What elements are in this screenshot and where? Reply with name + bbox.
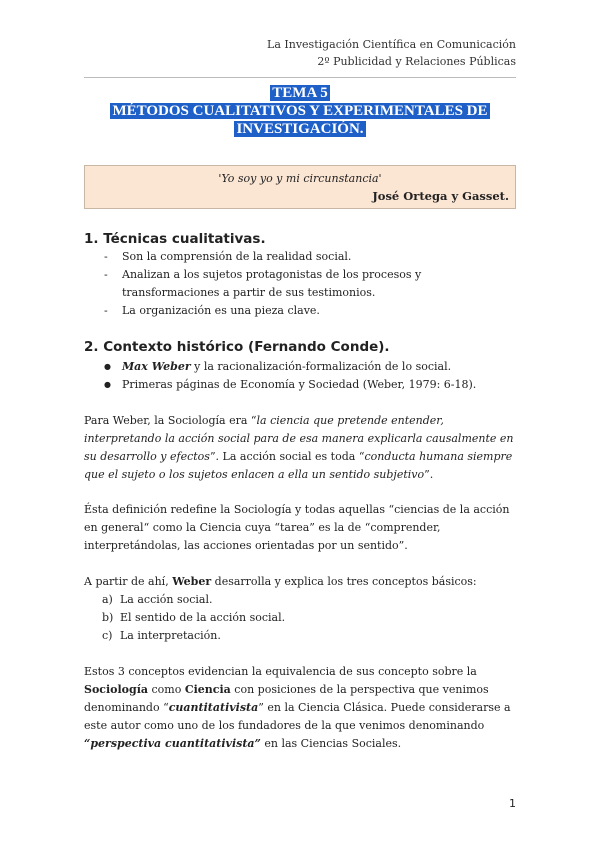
epigraph-quote: 'Yo soy yo y mi circunstancia': [218, 172, 382, 185]
paragraph-redefinition: Ésta definición redefine la Sociología y todas aquellas “ciencias de la acción en general“ como la Ciencia cuya “tarea” es la de “comprender, interpretándolas, las acciones orientadas por un sentido”.: [84, 503, 510, 552]
page-number: 1: [509, 797, 516, 810]
list-item: a) La acción social.: [102, 593, 213, 606]
epigraph-author: José Ortega y Gasset.: [372, 189, 509, 203]
paragraph-conclusion: Estos 3 conceptos evidencian la equivalencia de sus concepto sobre la Sociología como Ciencia con posiciones de la perspectiva que venimos denominando “cuantitativista” en la Ciencia Clásica. Puede considerarse a este autor como uno de los fundadores de la que venimos denominando “perspectiva cuantitativista” en las Ciencias Sociales.: [84, 665, 511, 750]
basic-concepts-list: [102, 591, 516, 645]
header-course: La Investigación Científica en Comunicación: [267, 38, 516, 51]
weber-name: Max Weber: [122, 360, 191, 373]
document-title: [84, 84, 516, 138]
list-item: - Son la comprensión de la realidad social.: [104, 248, 516, 266]
header-degree: 2º Publicidad y Relaciones Públicas: [317, 55, 516, 68]
historical-context-list: [104, 358, 516, 394]
paragraph-weber-definition: Para Weber, la Sociología era “la ciencia que pretende entender, interpretando la acción social para de esa manera explicarla causalmente en su desarrollo y efectos”. La acción social es toda “conducta humana siempre que el sujeto o los sujetos enlacen a ella un sentido subjetivo”.: [84, 414, 514, 481]
title-topic: TEMA 5: [272, 85, 328, 101]
list-item: - Analizan a los sujetos protagonistas de los procesos y transformaciones a partir de sus testimonios.: [104, 266, 516, 302]
running-header: [267, 36, 516, 70]
list-item: ● Primeras páginas de Economía y Sociedad (Weber, 1979: 6-18).: [104, 376, 516, 394]
section-heading-1: 1. Técnicas cualitativas.: [84, 231, 266, 247]
list-item: ● Max Weber y la racionalización-formalización de lo social.: [104, 358, 516, 376]
header-divider: [84, 77, 516, 78]
list-item: c) La interpretación.: [102, 629, 221, 642]
qualitative-techniques-list: [104, 248, 516, 320]
paragraph-concepts-intro: A partir de ahí, Weber desarrolla y explica los tres conceptos básicos:: [84, 575, 477, 588]
epigraph-box: [84, 165, 516, 209]
section-heading-2: 2. Contexto histórico (Fernando Conde).: [84, 339, 390, 355]
list-item: b) El sentido de la acción social.: [102, 611, 286, 624]
list-item: - La organización es una pieza clave.: [104, 302, 516, 320]
title-line-1: MÉTODOS CUALITATIVOS Y EXPERIMENTALES DE: [112, 103, 488, 119]
title-line-2: INVESTIGACIÓN.: [236, 121, 364, 137]
